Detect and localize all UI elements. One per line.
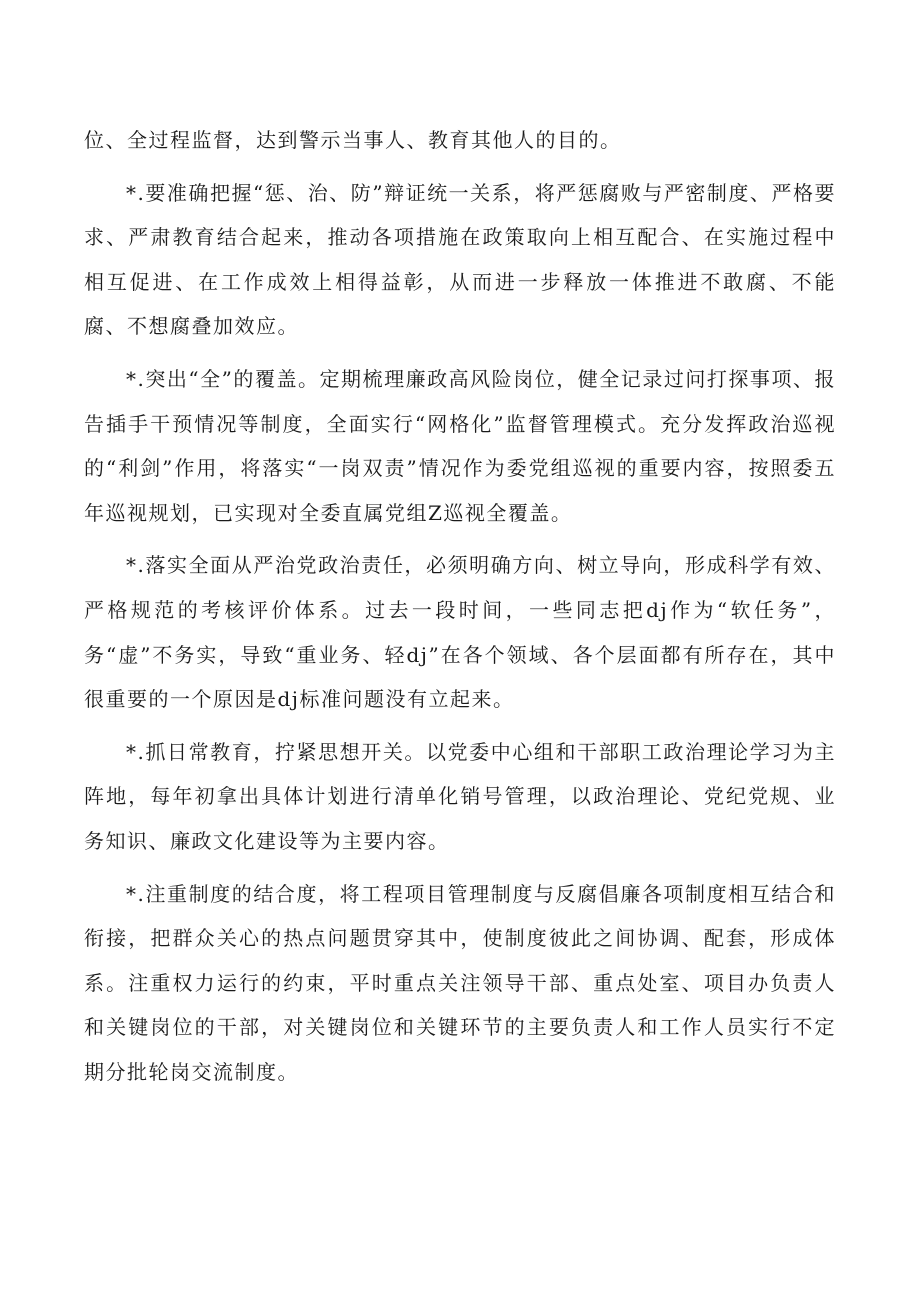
paragraph: *.要准确把握“惩、治、防”辩证统一关系，将严惩腐败与严密制度、严格要求、严肃教育结合起来，推动各项措施在政策取向上相互配合、在实施过程中相互促进、在工作成效上相得益彰，从而进一步释放一体推进不敢腐、不能腐、不想腐叠加效应。: [84, 180, 836, 339]
paragraph: *.落实全面从严治党政治责任，必须明确方向、树立导向，形成科学有效、严格规范的考核评价体系。过去一段时间，一些同志把dj作为“软任务”，务“虚”不务实，导致“重业务、轻dj”在各个领域、各个层面都有所存在，其中很重要的一个原因是dj标准问题没有立起来。: [84, 553, 836, 712]
paragraph: *.突出“全”的覆盖。定期梳理廉政高风险岗位，健全记录过问打探事项、报告插手干预情况等制度，全面实行“网格化”监督管理模式。充分发挥政治巡视的“利剑”作用，将落实“一岗双责”情况作为委党组巡视的重要内容，按照委五年巡视规划，已实现对全委直属党组Z巡视全覆盖。: [84, 366, 836, 525]
paragraph: *.抓日常教育，拧紧思想开关。以党委中心组和干部职工政治理论学习为主阵地，每年初拿出具体计划进行清单化销号管理，以政治理论、党纪党规、业务知识、廉政文化建设等为主要内容。: [84, 739, 836, 853]
paragraph: *.注重制度的结合度，将工程项目管理制度与反腐倡廉各项制度相互结合和衔接，把群众关心的热点问题贯穿其中，使制度彼此之间协调、配套，形成体系。注重权力运行的约束，平时重点关注领导干部、重点处室、项目办负责人和关键岗位的干部，对关键岗位和关键环节的主要负责人和工作人员实行不定期分批轮岗交流制度。: [84, 881, 836, 1084]
paragraph-continuation: 位、全过程监督，达到警示当事人、教育其他人的目的。: [84, 128, 622, 152]
document-body: [84, 118, 836, 1102]
